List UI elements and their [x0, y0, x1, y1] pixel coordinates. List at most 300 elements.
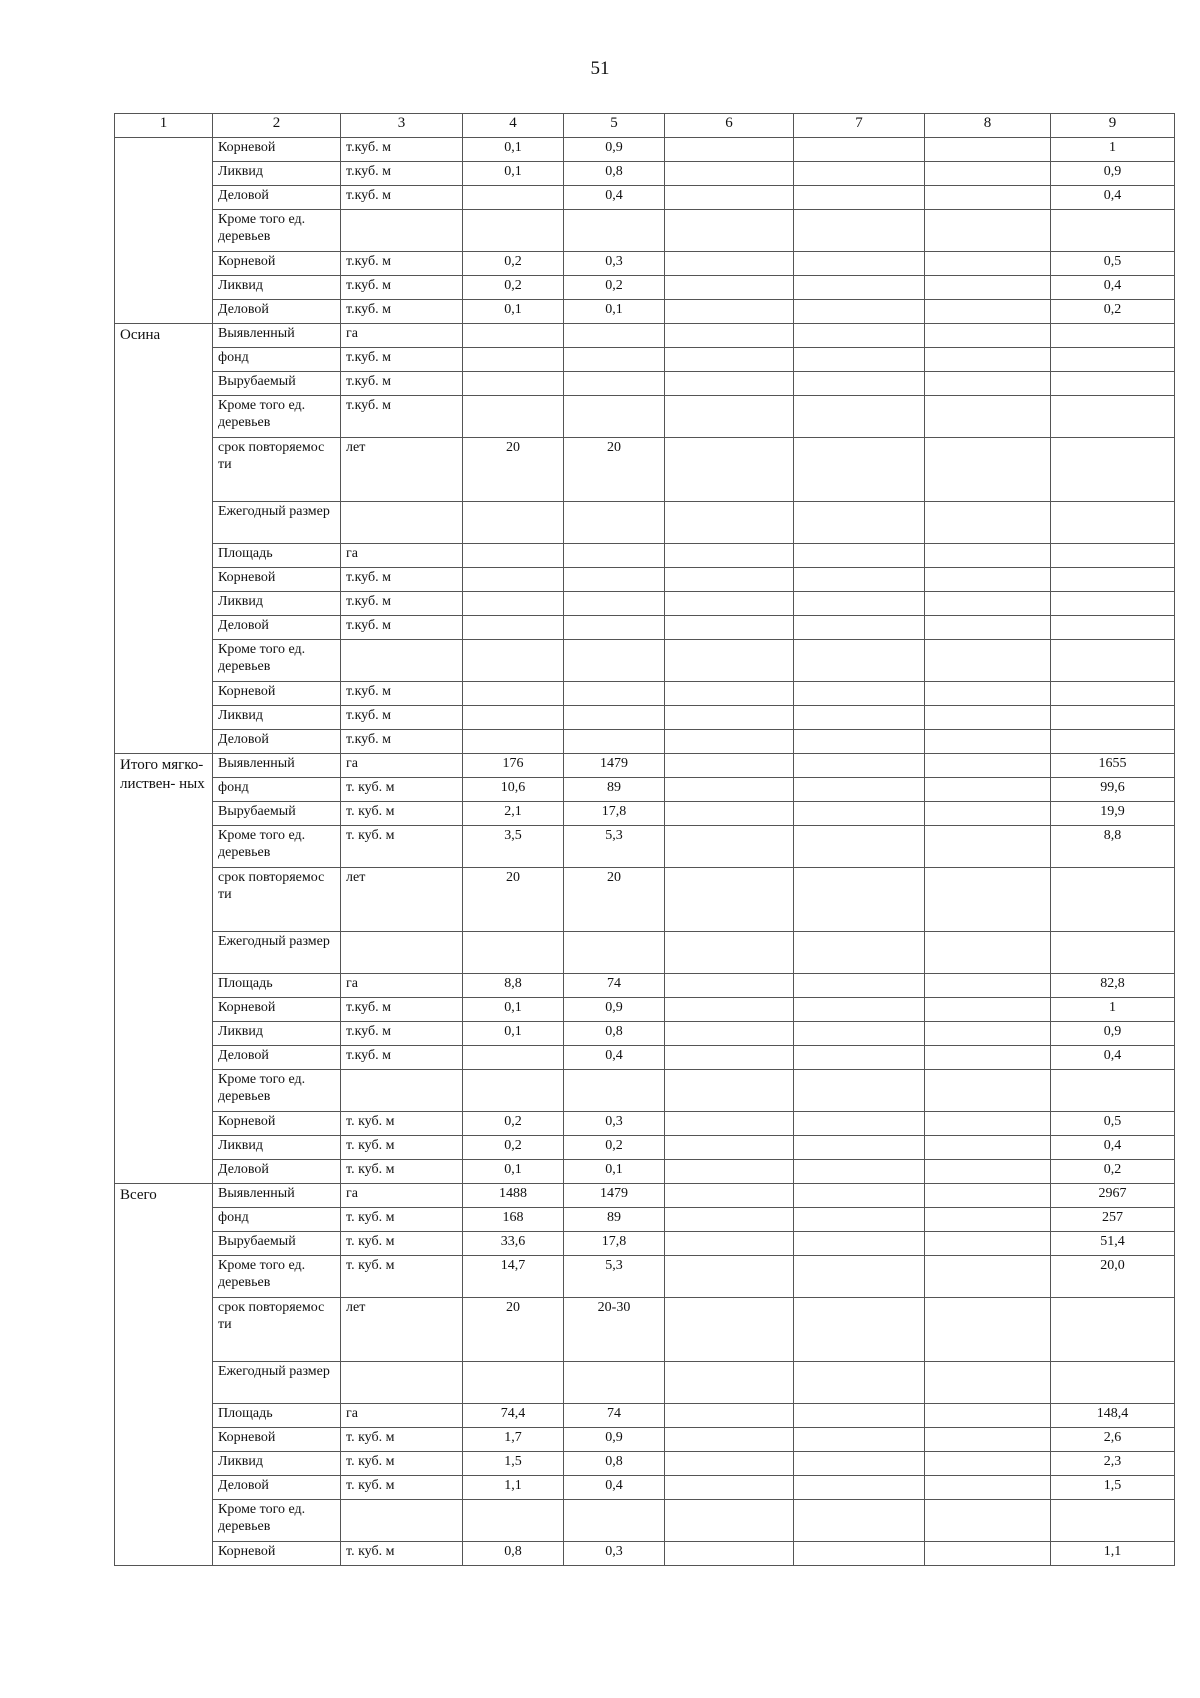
- value-cell-col8: [925, 1476, 1051, 1500]
- total-cell-col9: 0,4: [1051, 1046, 1175, 1070]
- table-row: [115, 802, 1175, 826]
- value-cell-col4: 1,1: [463, 1476, 564, 1500]
- table-row: [115, 1542, 1175, 1566]
- indicator-cell: Ежегодный размер: [213, 1362, 341, 1404]
- unit-cell: лет: [341, 438, 463, 502]
- unit-cell: т.куб. м: [341, 998, 463, 1022]
- value-cell-col8: [925, 778, 1051, 802]
- value-cell-col5: [564, 706, 665, 730]
- value-cell-col5: 0,1: [564, 300, 665, 324]
- value-cell-col8: [925, 1500, 1051, 1542]
- indicator-cell: Кроме того ед. деревьев: [213, 826, 341, 868]
- value-cell-col4: 0,1: [463, 998, 564, 1022]
- indicator-cell: срок повторяемос ти: [213, 438, 341, 502]
- value-cell-col6: [665, 568, 794, 592]
- table-row: [115, 324, 1175, 348]
- value-cell-col7: [794, 1022, 925, 1046]
- table-row: [115, 706, 1175, 730]
- value-cell-col4: [463, 372, 564, 396]
- total-cell-col9: [1051, 932, 1175, 974]
- total-cell-col9: 8,8: [1051, 826, 1175, 868]
- total-cell-col9: [1051, 210, 1175, 252]
- value-cell-col5: 0,3: [564, 1112, 665, 1136]
- table-row: [115, 1476, 1175, 1500]
- value-cell-col7: [794, 802, 925, 826]
- total-cell-col9: 2,3: [1051, 1452, 1175, 1476]
- total-cell-col9: 1: [1051, 998, 1175, 1022]
- value-cell-col8: [925, 138, 1051, 162]
- value-cell-col6: [665, 1404, 794, 1428]
- value-cell-col4: [463, 348, 564, 372]
- value-cell-col8: [925, 324, 1051, 348]
- value-cell-col6: [665, 1256, 794, 1298]
- unit-cell: лет: [341, 1298, 463, 1362]
- table-row: [115, 186, 1175, 210]
- value-cell-col8: [925, 276, 1051, 300]
- indicator-cell: фонд: [213, 778, 341, 802]
- value-cell-col7: [794, 1298, 925, 1362]
- value-cell-col6: [665, 640, 794, 682]
- column-number: 7: [794, 114, 925, 138]
- value-cell-col7: [794, 682, 925, 706]
- value-cell-col6: [665, 998, 794, 1022]
- total-cell-col9: [1051, 640, 1175, 682]
- column-number: 9: [1051, 114, 1175, 138]
- indicator-cell: Ликвид: [213, 706, 341, 730]
- value-cell-col8: [925, 162, 1051, 186]
- unit-cell: т. куб. м: [341, 1452, 463, 1476]
- value-cell-col4: 0,8: [463, 1542, 564, 1566]
- value-cell-col4: 1,5: [463, 1452, 564, 1476]
- value-cell-col4: 20: [463, 1298, 564, 1362]
- value-cell-col8: [925, 1362, 1051, 1404]
- value-cell-col6: [665, 162, 794, 186]
- indicator-cell: Корневой: [213, 1112, 341, 1136]
- value-cell-col4: [463, 1500, 564, 1542]
- total-cell-col9: [1051, 682, 1175, 706]
- value-cell-col5: 89: [564, 1208, 665, 1232]
- indicator-cell: Площадь: [213, 1404, 341, 1428]
- species-group-cell: Итого мягко- листвен- ных: [115, 754, 213, 1184]
- unit-cell: т.куб. м: [341, 568, 463, 592]
- table-row: [115, 778, 1175, 802]
- value-cell-col7: [794, 210, 925, 252]
- table-row: [115, 932, 1175, 974]
- value-cell-col5: 5,3: [564, 826, 665, 868]
- table-row: [115, 998, 1175, 1022]
- value-cell-col6: [665, 754, 794, 778]
- unit-cell: т.куб. м: [341, 730, 463, 754]
- value-cell-col8: [925, 1452, 1051, 1476]
- unit-cell: га: [341, 324, 463, 348]
- value-cell-col7: [794, 1046, 925, 1070]
- indicator-cell: Деловой: [213, 300, 341, 324]
- indicator-cell: фонд: [213, 1208, 341, 1232]
- value-cell-col7: [794, 868, 925, 932]
- total-cell-col9: 1,5: [1051, 1476, 1175, 1500]
- table-row: [115, 1136, 1175, 1160]
- unit-cell: т.куб. м: [341, 348, 463, 372]
- column-number: 5: [564, 114, 665, 138]
- value-cell-col8: [925, 372, 1051, 396]
- total-cell-col9: 0,2: [1051, 300, 1175, 324]
- value-cell-col7: [794, 502, 925, 544]
- column-number: 8: [925, 114, 1051, 138]
- value-cell-col4: 0,2: [463, 1136, 564, 1160]
- value-cell-col7: [794, 568, 925, 592]
- value-cell-col8: [925, 300, 1051, 324]
- value-cell-col4: [463, 396, 564, 438]
- value-cell-col4: 33,6: [463, 1232, 564, 1256]
- table-row: [115, 210, 1175, 252]
- indicator-cell: Площадь: [213, 544, 341, 568]
- unit-cell: т.куб. м: [341, 162, 463, 186]
- value-cell-col4: [463, 682, 564, 706]
- value-cell-col8: [925, 706, 1051, 730]
- column-number: 1: [115, 114, 213, 138]
- value-cell-col5: [564, 502, 665, 544]
- value-cell-col8: [925, 730, 1051, 754]
- value-cell-col7: [794, 138, 925, 162]
- value-cell-col4: 0,2: [463, 252, 564, 276]
- total-cell-col9: 0,9: [1051, 1022, 1175, 1046]
- unit-cell: т.куб. м: [341, 138, 463, 162]
- table-row: [115, 1404, 1175, 1428]
- indicator-cell: фонд: [213, 348, 341, 372]
- total-cell-col9: 0,5: [1051, 252, 1175, 276]
- total-cell-col9: 2,6: [1051, 1428, 1175, 1452]
- value-cell-col4: [463, 932, 564, 974]
- table-row: [115, 396, 1175, 438]
- value-cell-col4: 0,2: [463, 276, 564, 300]
- total-cell-col9: [1051, 324, 1175, 348]
- value-cell-col5: [564, 568, 665, 592]
- value-cell-col5: 0,2: [564, 276, 665, 300]
- indicator-cell: Ликвид: [213, 276, 341, 300]
- value-cell-col4: [463, 1046, 564, 1070]
- value-cell-col8: [925, 252, 1051, 276]
- unit-cell: т. куб. м: [341, 1112, 463, 1136]
- unit-cell: т. куб. м: [341, 1476, 463, 1500]
- indicator-cell: Кроме того ед. деревьев: [213, 210, 341, 252]
- value-cell-col6: [665, 300, 794, 324]
- total-cell-col9: 0,9: [1051, 162, 1175, 186]
- species-group-cell: Осина: [115, 324, 213, 754]
- value-cell-col4: [463, 706, 564, 730]
- indicator-cell: Вырубаемый: [213, 372, 341, 396]
- value-cell-col5: 89: [564, 778, 665, 802]
- total-cell-col9: 82,8: [1051, 974, 1175, 998]
- total-cell-col9: [1051, 348, 1175, 372]
- unit-cell: т. куб. м: [341, 1232, 463, 1256]
- value-cell-col4: [463, 1362, 564, 1404]
- value-cell-col7: [794, 1500, 925, 1542]
- value-cell-col7: [794, 396, 925, 438]
- column-number: 4: [463, 114, 564, 138]
- value-cell-col7: [794, 974, 925, 998]
- indicator-cell: Деловой: [213, 1476, 341, 1500]
- value-cell-col5: 17,8: [564, 1232, 665, 1256]
- value-cell-col6: [665, 802, 794, 826]
- table-row: [115, 592, 1175, 616]
- value-cell-col5: [564, 1362, 665, 1404]
- value-cell-col7: [794, 754, 925, 778]
- value-cell-col4: 10,6: [463, 778, 564, 802]
- value-cell-col7: [794, 826, 925, 868]
- total-cell-col9: 1: [1051, 138, 1175, 162]
- value-cell-col8: [925, 1160, 1051, 1184]
- value-cell-col6: [665, 1500, 794, 1542]
- value-cell-col5: 0,4: [564, 186, 665, 210]
- value-cell-col7: [794, 1256, 925, 1298]
- unit-cell: т.куб. м: [341, 592, 463, 616]
- total-cell-col9: [1051, 1362, 1175, 1404]
- value-cell-col6: [665, 324, 794, 348]
- value-cell-col7: [794, 932, 925, 974]
- value-cell-col7: [794, 730, 925, 754]
- value-cell-col7: [794, 162, 925, 186]
- table-row: [115, 1208, 1175, 1232]
- value-cell-col6: [665, 186, 794, 210]
- table-row: [115, 616, 1175, 640]
- unit-cell: лет: [341, 868, 463, 932]
- indicator-cell: Кроме того ед. деревьев: [213, 1256, 341, 1298]
- value-cell-col4: [463, 568, 564, 592]
- total-cell-col9: [1051, 438, 1175, 502]
- value-cell-col6: [665, 1136, 794, 1160]
- indicator-cell: срок повторяемос ти: [213, 1298, 341, 1362]
- value-cell-col6: [665, 706, 794, 730]
- value-cell-col4: 2,1: [463, 802, 564, 826]
- value-cell-col7: [794, 1112, 925, 1136]
- value-cell-col8: [925, 1112, 1051, 1136]
- table-row: [115, 502, 1175, 544]
- value-cell-col6: [665, 502, 794, 544]
- unit-cell: [341, 210, 463, 252]
- value-cell-col7: [794, 372, 925, 396]
- value-cell-col4: 3,5: [463, 826, 564, 868]
- value-cell-col8: [925, 502, 1051, 544]
- value-cell-col4: 176: [463, 754, 564, 778]
- value-cell-col7: [794, 300, 925, 324]
- table-row: [115, 438, 1175, 502]
- indicator-cell: Ликвид: [213, 1022, 341, 1046]
- value-cell-col6: [665, 868, 794, 932]
- value-cell-col7: [794, 544, 925, 568]
- value-cell-col4: 1,7: [463, 1428, 564, 1452]
- value-cell-col7: [794, 276, 925, 300]
- indicator-cell: Площадь: [213, 974, 341, 998]
- total-cell-col9: 99,6: [1051, 778, 1175, 802]
- value-cell-col7: [794, 1452, 925, 1476]
- value-cell-col5: 0,1: [564, 1160, 665, 1184]
- table-row: [115, 276, 1175, 300]
- total-cell-col9: 0,5: [1051, 1112, 1175, 1136]
- value-cell-col4: 0,1: [463, 1022, 564, 1046]
- table-row: [115, 1022, 1175, 1046]
- unit-cell: т. куб. м: [341, 1136, 463, 1160]
- indicator-cell: Вырубаемый: [213, 802, 341, 826]
- table-row: [115, 1184, 1175, 1208]
- unit-cell: га: [341, 1184, 463, 1208]
- value-cell-col4: [463, 210, 564, 252]
- table-row: [115, 138, 1175, 162]
- total-cell-col9: 0,2: [1051, 1160, 1175, 1184]
- indicator-cell: Вырубаемый: [213, 1232, 341, 1256]
- value-cell-col4: 0,2: [463, 1112, 564, 1136]
- value-cell-col6: [665, 1070, 794, 1112]
- value-cell-col4: [463, 616, 564, 640]
- value-cell-col4: 0,1: [463, 138, 564, 162]
- value-cell-col7: [794, 592, 925, 616]
- value-cell-col5: 0,8: [564, 1022, 665, 1046]
- value-cell-col6: [665, 932, 794, 974]
- table-row: [115, 372, 1175, 396]
- value-cell-col4: 168: [463, 1208, 564, 1232]
- indicator-cell: Ликвид: [213, 1136, 341, 1160]
- value-cell-col6: [665, 1428, 794, 1452]
- value-cell-col4: 0,1: [463, 300, 564, 324]
- value-cell-col5: [564, 640, 665, 682]
- indicator-cell: Ликвид: [213, 162, 341, 186]
- value-cell-col5: 0,9: [564, 998, 665, 1022]
- value-cell-col6: [665, 1112, 794, 1136]
- value-cell-col5: 0,4: [564, 1476, 665, 1500]
- indicator-cell: Корневой: [213, 998, 341, 1022]
- indicator-cell: Выявленный: [213, 754, 341, 778]
- total-cell-col9: [1051, 1500, 1175, 1542]
- table-row: [115, 544, 1175, 568]
- value-cell-col5: 1479: [564, 754, 665, 778]
- value-cell-col4: 20: [463, 438, 564, 502]
- unit-cell: т. куб. м: [341, 1208, 463, 1232]
- value-cell-col5: [564, 372, 665, 396]
- table-row: [115, 1232, 1175, 1256]
- value-cell-col6: [665, 592, 794, 616]
- value-cell-col6: [665, 210, 794, 252]
- unit-cell: т. куб. м: [341, 1160, 463, 1184]
- value-cell-col7: [794, 324, 925, 348]
- value-cell-col5: [564, 396, 665, 438]
- total-cell-col9: 1,1: [1051, 1542, 1175, 1566]
- value-cell-col7: [794, 438, 925, 502]
- unit-cell: т. куб. м: [341, 1428, 463, 1452]
- table-row: [115, 568, 1175, 592]
- total-cell-col9: 1655: [1051, 754, 1175, 778]
- table-row: [115, 1046, 1175, 1070]
- value-cell-col6: [665, 826, 794, 868]
- value-cell-col7: [794, 1428, 925, 1452]
- unit-cell: [341, 640, 463, 682]
- unit-cell: га: [341, 544, 463, 568]
- value-cell-col8: [925, 682, 1051, 706]
- value-cell-col7: [794, 616, 925, 640]
- indicator-cell: Деловой: [213, 730, 341, 754]
- value-cell-col5: 74: [564, 974, 665, 998]
- total-cell-col9: 148,4: [1051, 1404, 1175, 1428]
- unit-cell: т. куб. м: [341, 826, 463, 868]
- value-cell-col8: [925, 802, 1051, 826]
- value-cell-col6: [665, 372, 794, 396]
- total-cell-col9: [1051, 616, 1175, 640]
- value-cell-col4: 14,7: [463, 1256, 564, 1298]
- column-number-row: [115, 114, 1175, 138]
- value-cell-col4: [463, 544, 564, 568]
- value-cell-col8: [925, 1542, 1051, 1566]
- value-cell-col5: [564, 1070, 665, 1112]
- value-cell-col5: [564, 210, 665, 252]
- value-cell-col8: [925, 1208, 1051, 1232]
- value-cell-col4: 8,8: [463, 974, 564, 998]
- value-cell-col6: [665, 252, 794, 276]
- value-cell-col6: [665, 1208, 794, 1232]
- unit-cell: [341, 502, 463, 544]
- value-cell-col5: 0,8: [564, 162, 665, 186]
- value-cell-col8: [925, 1404, 1051, 1428]
- total-cell-col9: 257: [1051, 1208, 1175, 1232]
- value-cell-col4: [463, 1070, 564, 1112]
- value-cell-col5: 0,2: [564, 1136, 665, 1160]
- value-cell-col7: [794, 348, 925, 372]
- indicator-cell: Корневой: [213, 1542, 341, 1566]
- unit-cell: т. куб. м: [341, 802, 463, 826]
- value-cell-col4: 1488: [463, 1184, 564, 1208]
- value-cell-col5: [564, 1500, 665, 1542]
- table-row: [115, 640, 1175, 682]
- table-row: [115, 1256, 1175, 1298]
- value-cell-col8: [925, 868, 1051, 932]
- unit-cell: т.куб. м: [341, 1022, 463, 1046]
- value-cell-col8: [925, 592, 1051, 616]
- value-cell-col8: [925, 348, 1051, 372]
- value-cell-col7: [794, 1160, 925, 1184]
- unit-cell: т.куб. м: [341, 396, 463, 438]
- total-cell-col9: [1051, 502, 1175, 544]
- value-cell-col8: [925, 396, 1051, 438]
- indicator-cell: Корневой: [213, 568, 341, 592]
- table-row: [115, 1112, 1175, 1136]
- value-cell-col5: [564, 932, 665, 974]
- value-cell-col6: [665, 1046, 794, 1070]
- value-cell-col5: [564, 616, 665, 640]
- value-cell-col5: 0,4: [564, 1046, 665, 1070]
- value-cell-col8: [925, 974, 1051, 998]
- value-cell-col5: 20: [564, 868, 665, 932]
- table-row: [115, 974, 1175, 998]
- unit-cell: т.куб. м: [341, 372, 463, 396]
- value-cell-col5: [564, 730, 665, 754]
- value-cell-col8: [925, 998, 1051, 1022]
- value-cell-col8: [925, 640, 1051, 682]
- value-cell-col4: [463, 730, 564, 754]
- unit-cell: [341, 1362, 463, 1404]
- indicator-cell: Ликвид: [213, 1452, 341, 1476]
- table-row: [115, 162, 1175, 186]
- value-cell-col6: [665, 730, 794, 754]
- value-cell-col4: [463, 592, 564, 616]
- total-cell-col9: [1051, 544, 1175, 568]
- value-cell-col7: [794, 186, 925, 210]
- value-cell-col5: [564, 592, 665, 616]
- total-cell-col9: 20,0: [1051, 1256, 1175, 1298]
- value-cell-col8: [925, 210, 1051, 252]
- total-cell-col9: 19,9: [1051, 802, 1175, 826]
- value-cell-col5: 0,3: [564, 1542, 665, 1566]
- table-row: [115, 1452, 1175, 1476]
- value-cell-col8: [925, 1022, 1051, 1046]
- value-cell-col6: [665, 1476, 794, 1500]
- value-cell-col7: [794, 1542, 925, 1566]
